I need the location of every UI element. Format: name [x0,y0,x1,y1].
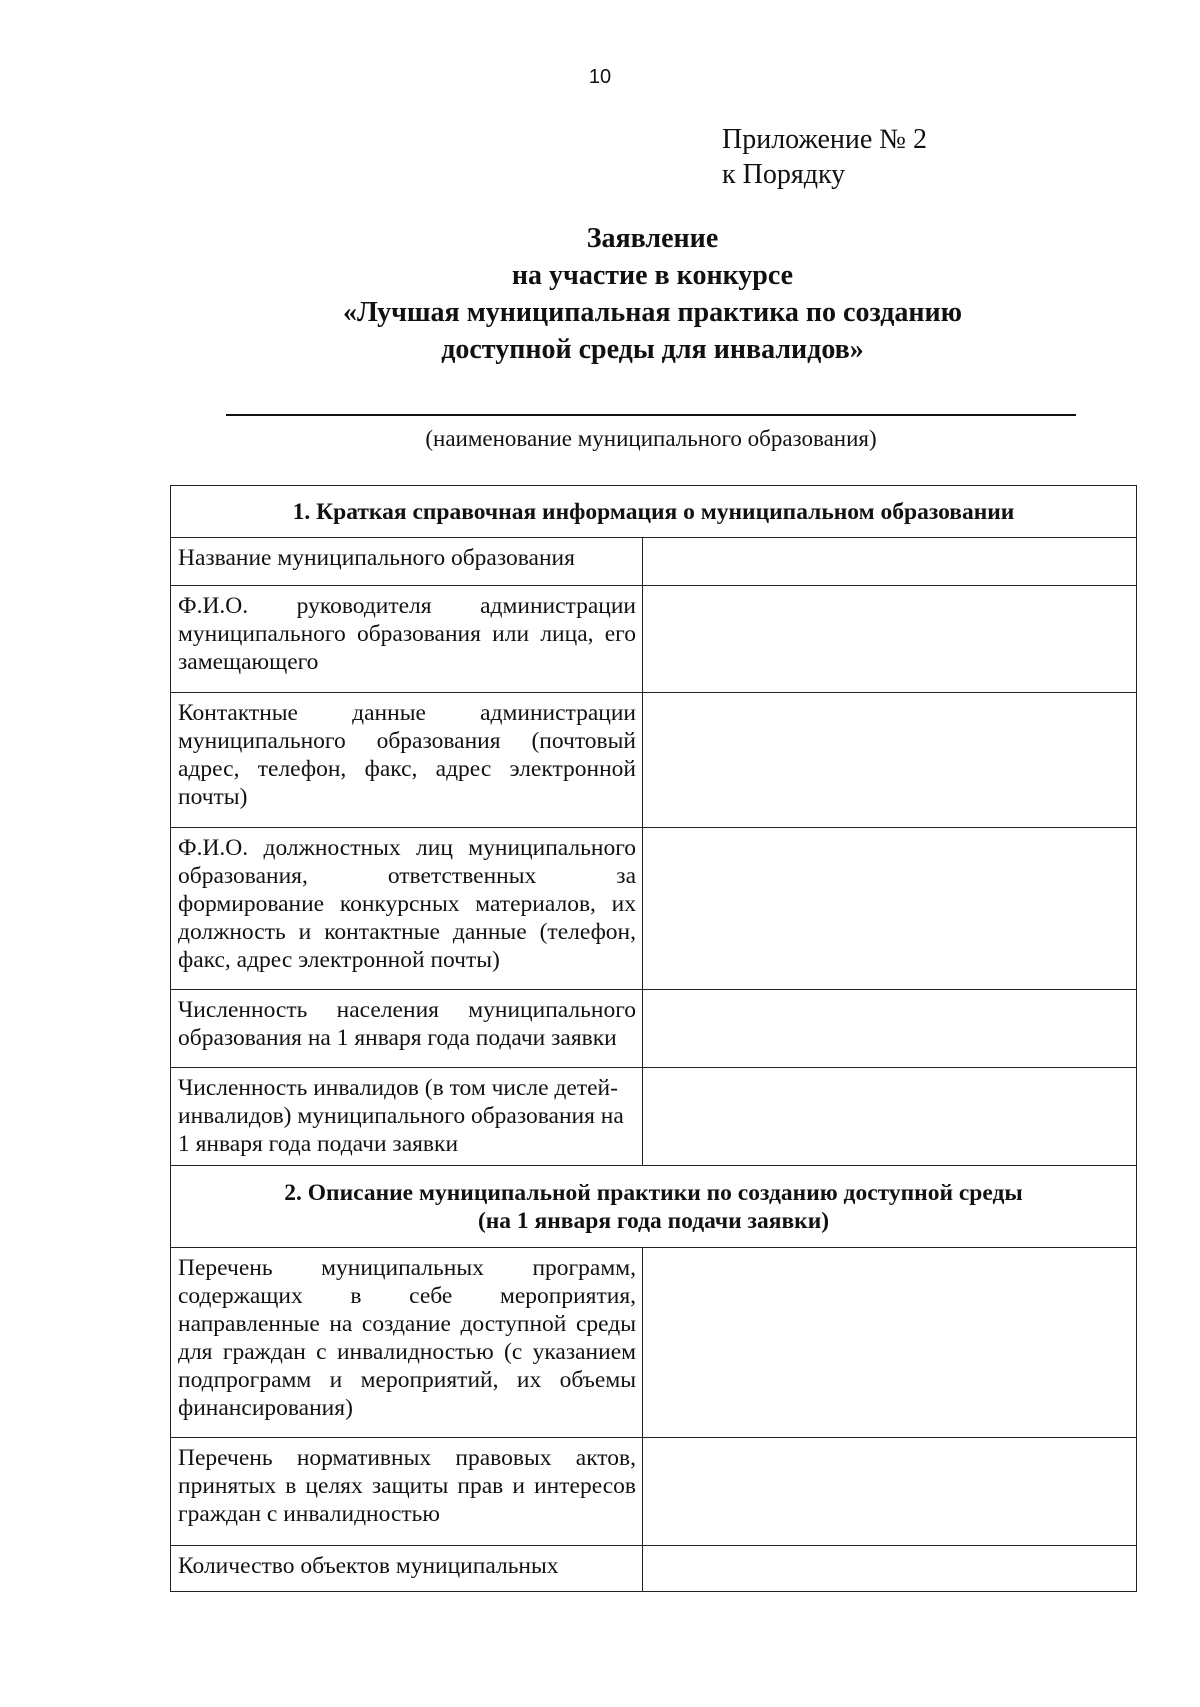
row-value-field[interactable] [643,1068,1137,1166]
title-line-2: на участие в конкурсе [511,260,794,291]
page-number: 10 [588,66,612,88]
section-1-header-row [171,486,1137,538]
appendix-line-1: Приложение № 2 [722,124,927,155]
title-line-1: Заявление [586,223,719,254]
municipality-name-field[interactable] [226,414,1076,416]
row-value-field[interactable] [643,990,1137,1068]
section-2-heading [171,1166,1137,1248]
table-row [171,828,1137,990]
table-row [171,1546,1137,1592]
document-title [0,220,1200,368]
row-label: Ф.И.О. руководителя администрации муниципального образования или лица, его замещающего [171,586,643,693]
row-value-field[interactable] [643,1546,1137,1592]
table-row [171,1068,1137,1166]
row-label: Название муниципального образования [171,538,643,586]
appendix-line-2: к Порядку [722,159,846,190]
row-label: Ф.И.О. должностных лиц муниципального образования, ответственных за формирование конкурсных материалов, их должность и контактные данные (телефон, факс, адрес электронной почты) [171,828,643,990]
row-value-field[interactable] [643,586,1137,693]
table-row [171,1438,1137,1546]
row-value-field[interactable] [643,828,1137,990]
row-label: Перечень нормативных правовых актов, принятых в целях защиты прав и интересов граждан с инвалидностью [171,1438,643,1546]
table-row [171,538,1137,586]
row-label: Перечень муниципальных программ, содержащих в себе мероприятия, направленные на создание доступной среды для граждан с инвалидностью (с указанием подпрограмм и мероприятий, их объемы финансирования) [171,1248,643,1438]
application-form-table [170,485,1137,1592]
section-2-heading-line-2: (на 1 января года подачи заявки) [477,1207,830,1234]
table-row [171,586,1137,693]
row-label: Численность населения муниципального образования на 1 января года подачи заявки [171,990,643,1068]
municipality-name-caption: (наименование муниципального образования) [425,426,877,451]
row-value-field[interactable] [643,693,1137,828]
section-2-heading-line-1: 2. Описание муниципальной практики по созданию доступной среды [284,1179,1023,1206]
table-row [171,1248,1137,1438]
row-value-field[interactable] [643,1248,1137,1438]
appendix-reference [722,122,927,192]
row-label: Контактные данные администрации муниципального образования (почтовый адрес, телефон, факс, адрес электронной почты) [171,693,643,828]
title-line-3: «Лучшая муниципальная практика по созданию [342,297,963,328]
table-row [171,693,1137,828]
row-label: Численность инвалидов (в том числе детей-инвалидов) муниципального образования на 1 января года подачи заявки [171,1068,643,1166]
row-value-field[interactable] [643,538,1137,586]
section-2-header-row [171,1166,1137,1248]
table-row [171,990,1137,1068]
row-label: Количество объектов муниципальных [171,1546,643,1592]
row-value-field[interactable] [643,1438,1137,1546]
section-1-heading: 1. Краткая справочная информация о муниципальном образовании [171,486,1137,538]
title-line-4: доступной среды для инвалидов» [441,334,864,365]
